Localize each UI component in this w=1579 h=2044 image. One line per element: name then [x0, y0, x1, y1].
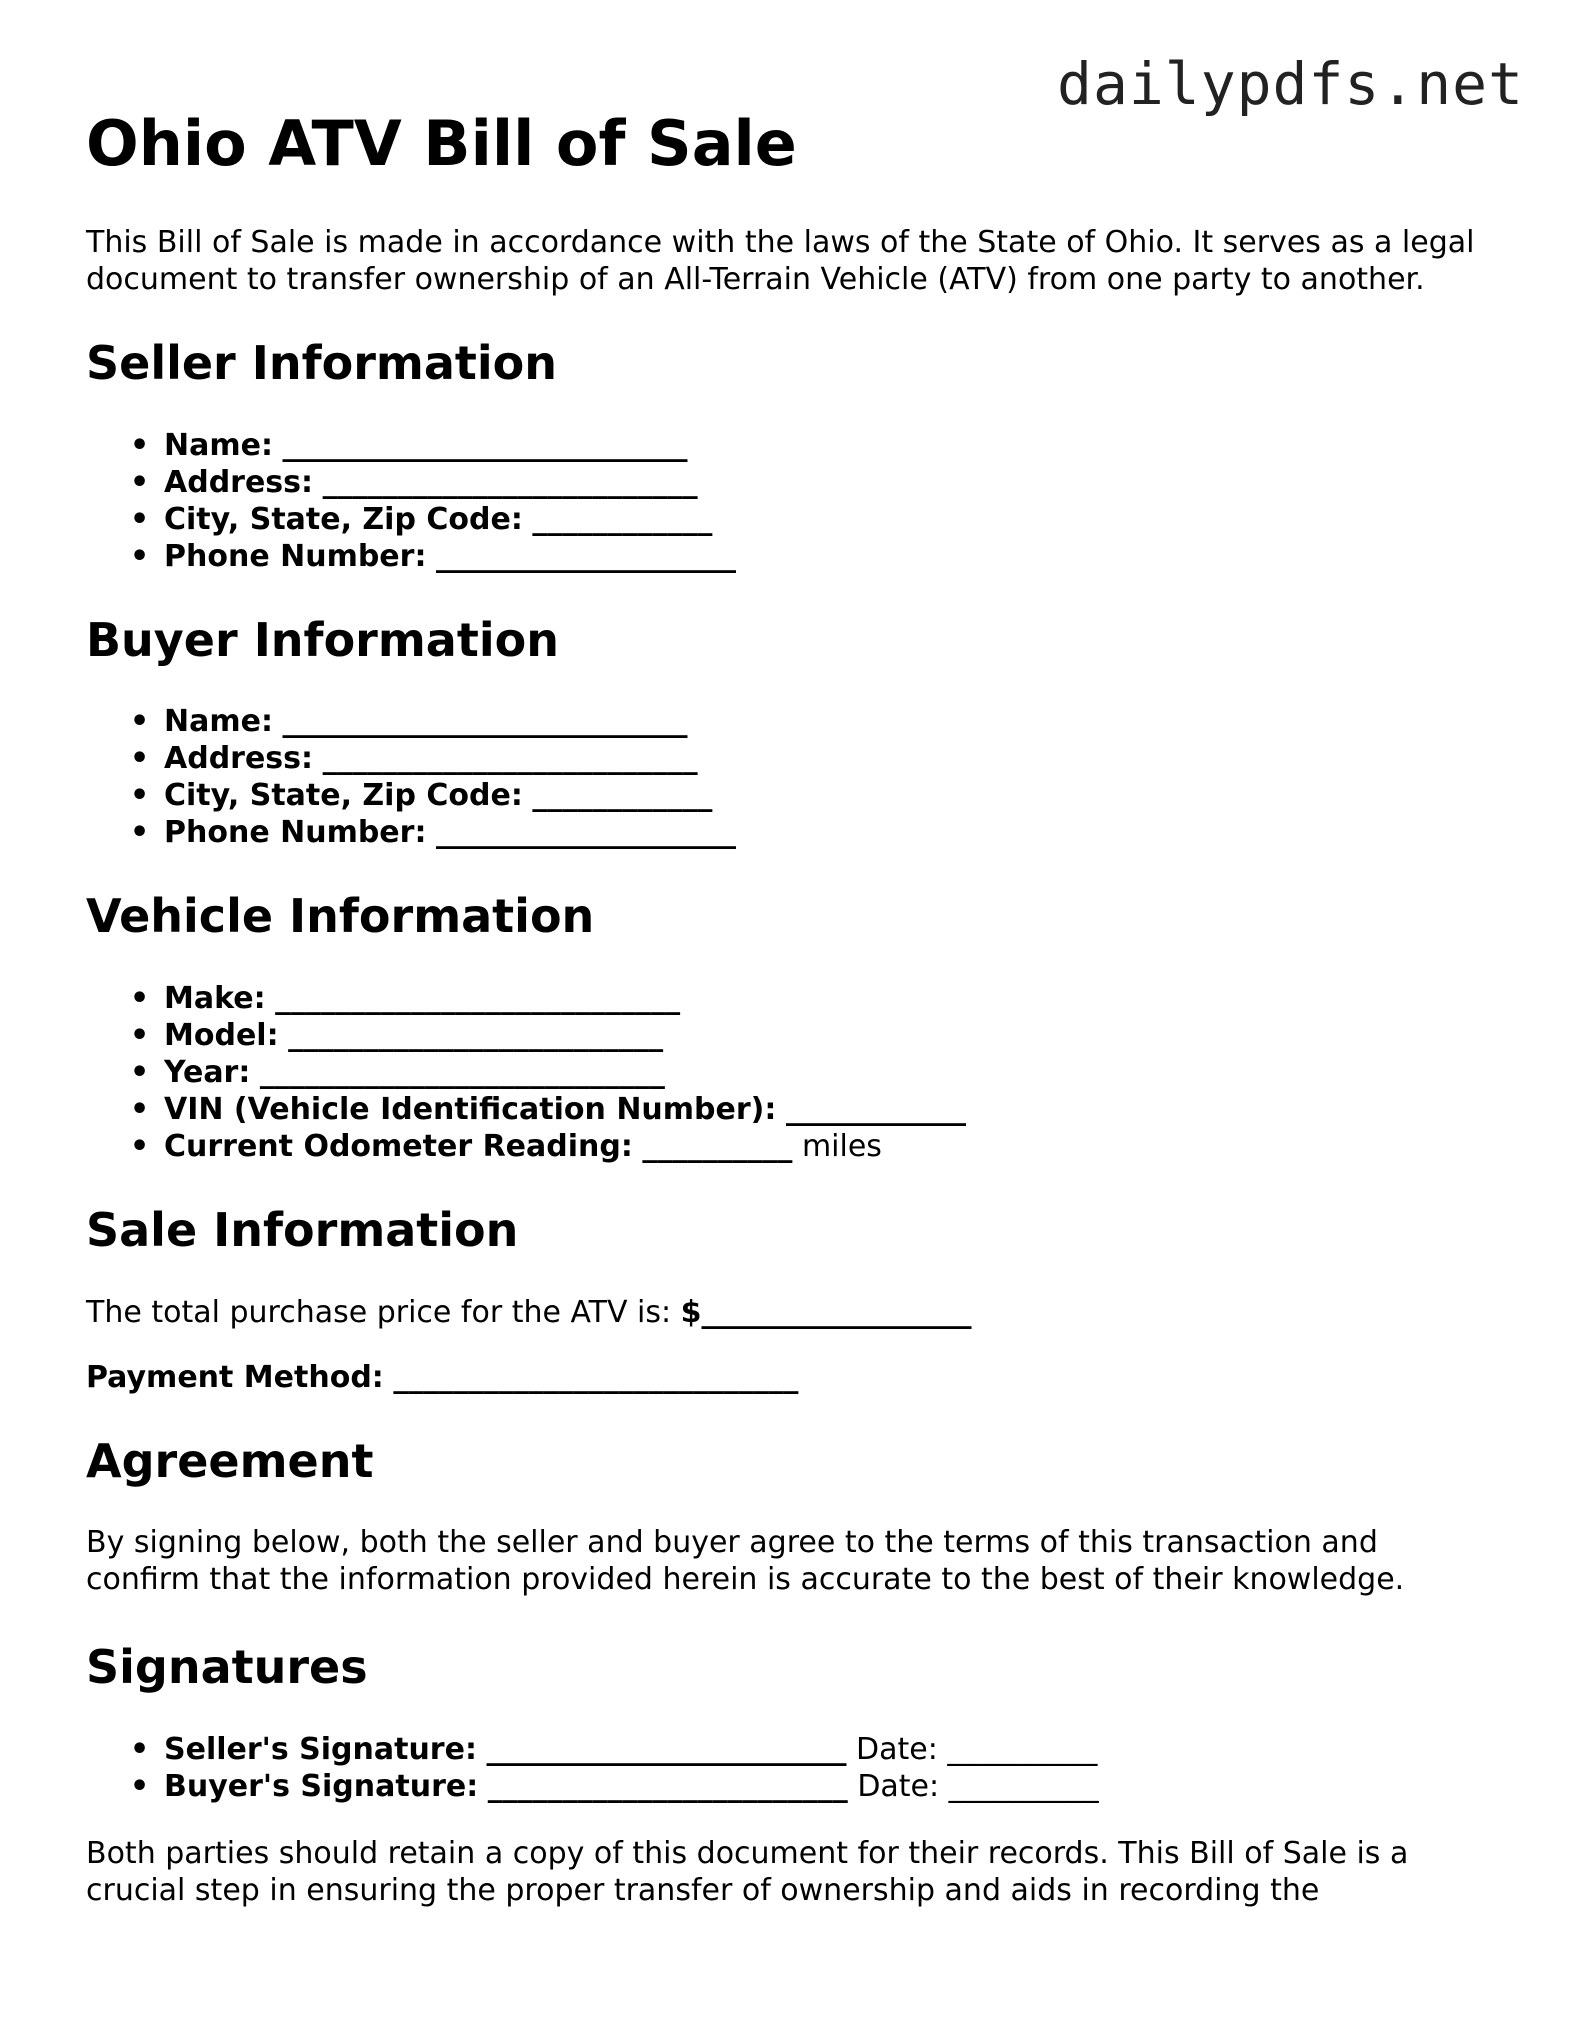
buyer-heading: Buyer Information: [86, 612, 559, 667]
field-blank[interactable]: ____________: [532, 501, 713, 537]
field-blank[interactable]: ____________________: [436, 538, 736, 574]
date-blank[interactable]: __________: [948, 1768, 1099, 1804]
field-blank[interactable]: ____________: [532, 778, 713, 814]
field-blank[interactable]: ___________________________: [282, 427, 688, 463]
seller-fields: [86, 427, 1486, 575]
buyer-name-field[interactable]: [164, 703, 1486, 740]
field-label: Seller's Signature:: [164, 1731, 477, 1767]
vehicle-model-field[interactable]: [164, 1017, 1486, 1054]
intro-paragraph: This Bill of Sale is made in accordance with the laws of the State of Ohio. It serves as a legal document to transfer ownership of an All-Terrain Vehicle (ATV) from one party to another.: [86, 225, 1475, 298]
payment-method-line: [86, 1359, 1486, 1396]
payment-method-label: Payment Method:: [86, 1359, 384, 1395]
field-blank[interactable]: __________: [642, 1128, 793, 1164]
seller-heading: Seller Information: [86, 336, 558, 391]
date-label: Date:: [856, 1731, 938, 1767]
field-blank[interactable]: _________________________: [322, 741, 698, 777]
field-blank[interactable]: ___________________________: [282, 704, 688, 740]
seller-name-field[interactable]: [164, 427, 1486, 464]
buyer-fields: [86, 703, 1486, 851]
seller-address-field[interactable]: [164, 464, 1486, 501]
odometer-unit: miles: [801, 1128, 882, 1164]
agreement-paragraph: By signing below, both the seller and buyer agree to the terms of this transaction and confirm that the information provided herein is accurate to the best of their knowledge.: [86, 1525, 1405, 1598]
field-label: Name:: [164, 704, 273, 740]
vehicle-heading: Vehicle Information: [86, 889, 595, 944]
field-label: Make:: [164, 980, 266, 1016]
purchase-price-blank[interactable]: $__________________: [680, 1294, 972, 1330]
field-blank[interactable]: ____________: [785, 1091, 966, 1127]
field-label: Address:: [164, 741, 314, 777]
vehicle-fields: [86, 980, 1486, 1165]
purchase-price-text: The total purchase price for the ATV is:: [86, 1294, 672, 1330]
signature-blank[interactable]: ________________________: [486, 1731, 847, 1767]
buyer-phone-field[interactable]: [164, 814, 1486, 851]
buyer-signature-field[interactable]: [164, 1768, 1486, 1805]
field-label: City, State, Zip Code:: [164, 778, 523, 814]
field-label: Address:: [164, 464, 314, 500]
seller-phone-field[interactable]: [164, 538, 1486, 575]
vehicle-vin-field[interactable]: [164, 1091, 1486, 1128]
field-label: Phone Number:: [164, 815, 427, 851]
date-label: Date:: [857, 1768, 940, 1804]
vehicle-year-field[interactable]: [164, 1054, 1486, 1091]
page-title: Ohio ATV Bill of Sale: [86, 107, 797, 180]
sale-heading: Sale Information: [86, 1202, 519, 1257]
document-page: [86, 107, 1486, 1909]
payment-method-blank[interactable]: ___________________________: [393, 1359, 799, 1395]
agreement-heading: Agreement: [86, 1433, 374, 1488]
vehicle-make-field[interactable]: [164, 980, 1486, 1017]
field-blank[interactable]: ___________________________: [275, 980, 681, 1016]
field-blank[interactable]: _________________________: [288, 1017, 664, 1053]
vehicle-odometer-field[interactable]: [164, 1128, 1486, 1165]
field-label: Phone Number:: [164, 538, 427, 574]
field-label: Name:: [164, 427, 273, 463]
buyer-city-field[interactable]: [164, 777, 1486, 814]
seller-signature-field[interactable]: [164, 1731, 1486, 1768]
signatures-heading: Signatures: [86, 1640, 368, 1695]
field-blank[interactable]: ___________________________: [259, 1054, 665, 1090]
field-blank[interactable]: ____________________: [436, 815, 736, 851]
field-label: Model:: [164, 1017, 279, 1053]
closing-paragraph: Both parties should retain a copy of this document for their records. This Bill of Sale is a crucial step in ensuring the proper transfer of ownership and aids in recording the: [86, 1835, 1409, 1908]
field-blank[interactable]: _________________________: [322, 464, 698, 500]
date-blank[interactable]: __________: [947, 1731, 1098, 1767]
field-label: City, State, Zip Code:: [164, 501, 523, 537]
seller-city-field[interactable]: [164, 501, 1486, 538]
buyer-address-field[interactable]: [164, 740, 1486, 777]
field-label: Current Odometer Reading:: [164, 1128, 633, 1164]
field-label: Buyer's Signature:: [164, 1768, 479, 1804]
signature-blank[interactable]: ________________________: [487, 1768, 848, 1804]
purchase-price-line: [86, 1294, 1486, 1331]
field-label: VIN (Vehicle Identification Number):: [164, 1091, 777, 1127]
field-label: Year:: [164, 1054, 251, 1090]
signature-fields: [86, 1731, 1486, 1805]
watermark: dailypdfs.net: [1057, 50, 1524, 118]
